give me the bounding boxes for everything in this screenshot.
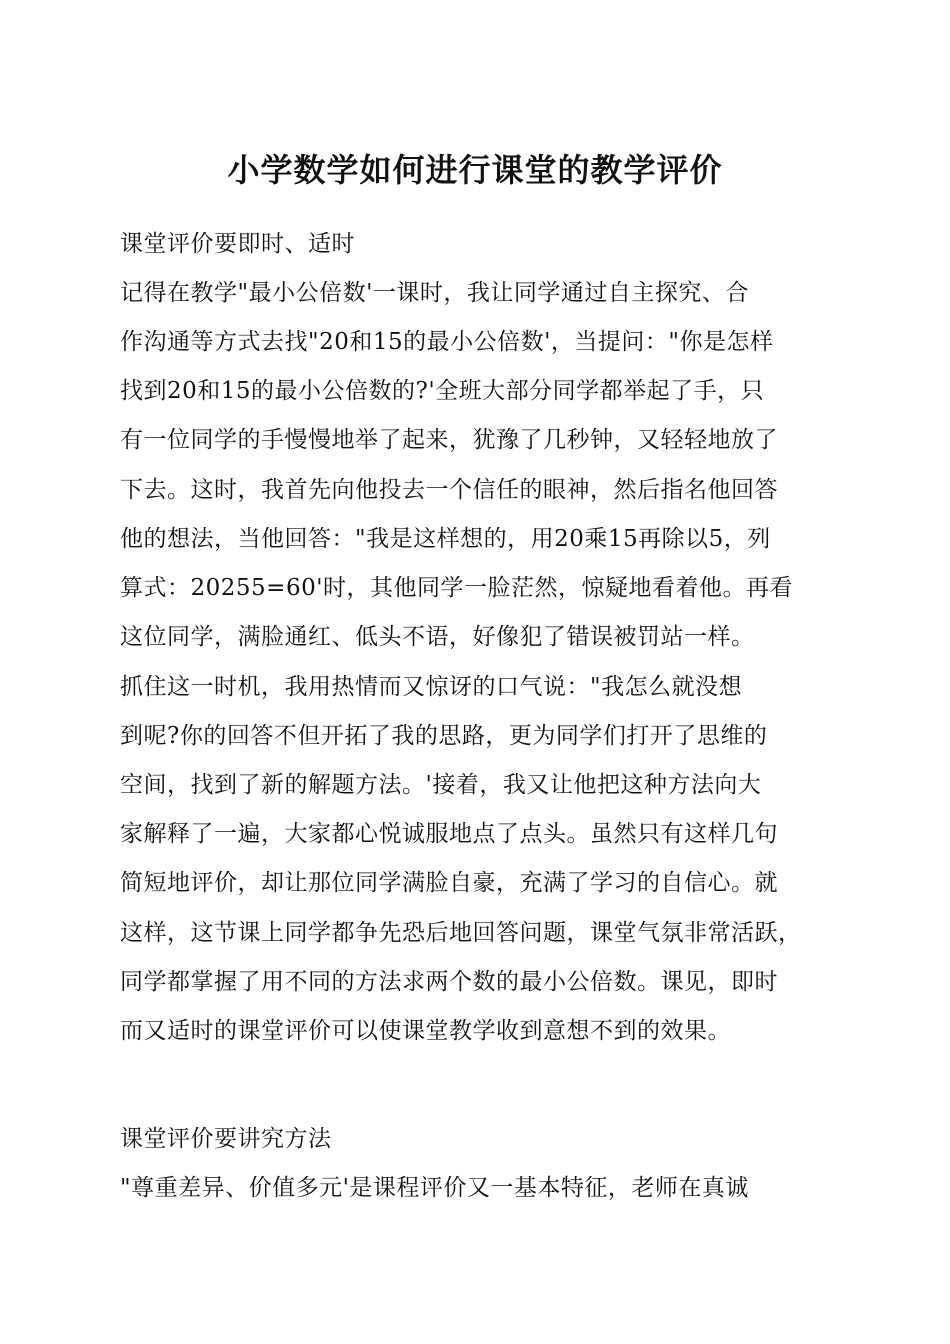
text-line: "尊重差异、价值多元'是课程评价又一基本特征，老师在真诚 bbox=[120, 1175, 749, 1201]
text-line: 家解释了一遍，大家都心悦诚服地点了点头。虽然只有这样几句 bbox=[120, 821, 778, 847]
text-line: 找到20和15的最小公倍数的?'全班大部分同学都举起了手，只 bbox=[120, 378, 765, 404]
text-line: 到呢?你的回答不但开拓了我的思路，更为同学们打开了思维的 bbox=[120, 723, 768, 749]
text-line: 算式：20255=60'时，其他同学一脸茫然，惊疑地看着他。再看 bbox=[120, 575, 794, 601]
text-line: 简短地评价，却让那位同学满脸自豪，充满了学习的自信心。就 bbox=[120, 870, 778, 896]
text-line: 作沟通等方式去找"20和15的最小公倍数'，当提问："你是怎样 bbox=[120, 329, 774, 355]
text-line: 抓住这一时机，我用热情而又惊讶的口气说："我怎么就没想 bbox=[120, 674, 743, 700]
page-title: 小学数学如何进行课堂的教学评价 bbox=[227, 151, 723, 189]
text-line: 下去。这时，我首先向他投去一个信任的眼神，然后指名他回答 bbox=[120, 477, 778, 503]
text-line: 这位同学，满脸通红、低头不语，好像犯了错误被罚站一样。 bbox=[120, 624, 755, 650]
text-line: 同学都掌握了用不同的方法求两个数的最小公倍数。课见，即时 bbox=[120, 969, 778, 995]
text-line: 有一位同学的手慢慢地举了起来，犹豫了几秒钟，又轻轻地放了 bbox=[120, 427, 778, 453]
text-line: 这样，这节课上同学都争先恐后地回答问题，课堂气氛非常活跃， bbox=[120, 920, 802, 946]
text-line: 空间，找到了新的解题方法。'接着，我又让他把这种方法向大 bbox=[120, 772, 762, 798]
text-line: 他的想法，当他回答："我是这样想的，用20乘15再除以5，列 bbox=[120, 526, 771, 552]
text-line: 课堂评价要即时、适时 bbox=[120, 231, 355, 257]
section-heading: 课堂评价要讲究方法 bbox=[120, 1126, 332, 1152]
text-line: 而又适时的课堂评价可以使课堂教学收到意想不到的效果。 bbox=[120, 1018, 731, 1044]
text-line: 记得在教学"最小公倍数'一课时，我让同学通过自主探究、合 bbox=[120, 280, 749, 306]
